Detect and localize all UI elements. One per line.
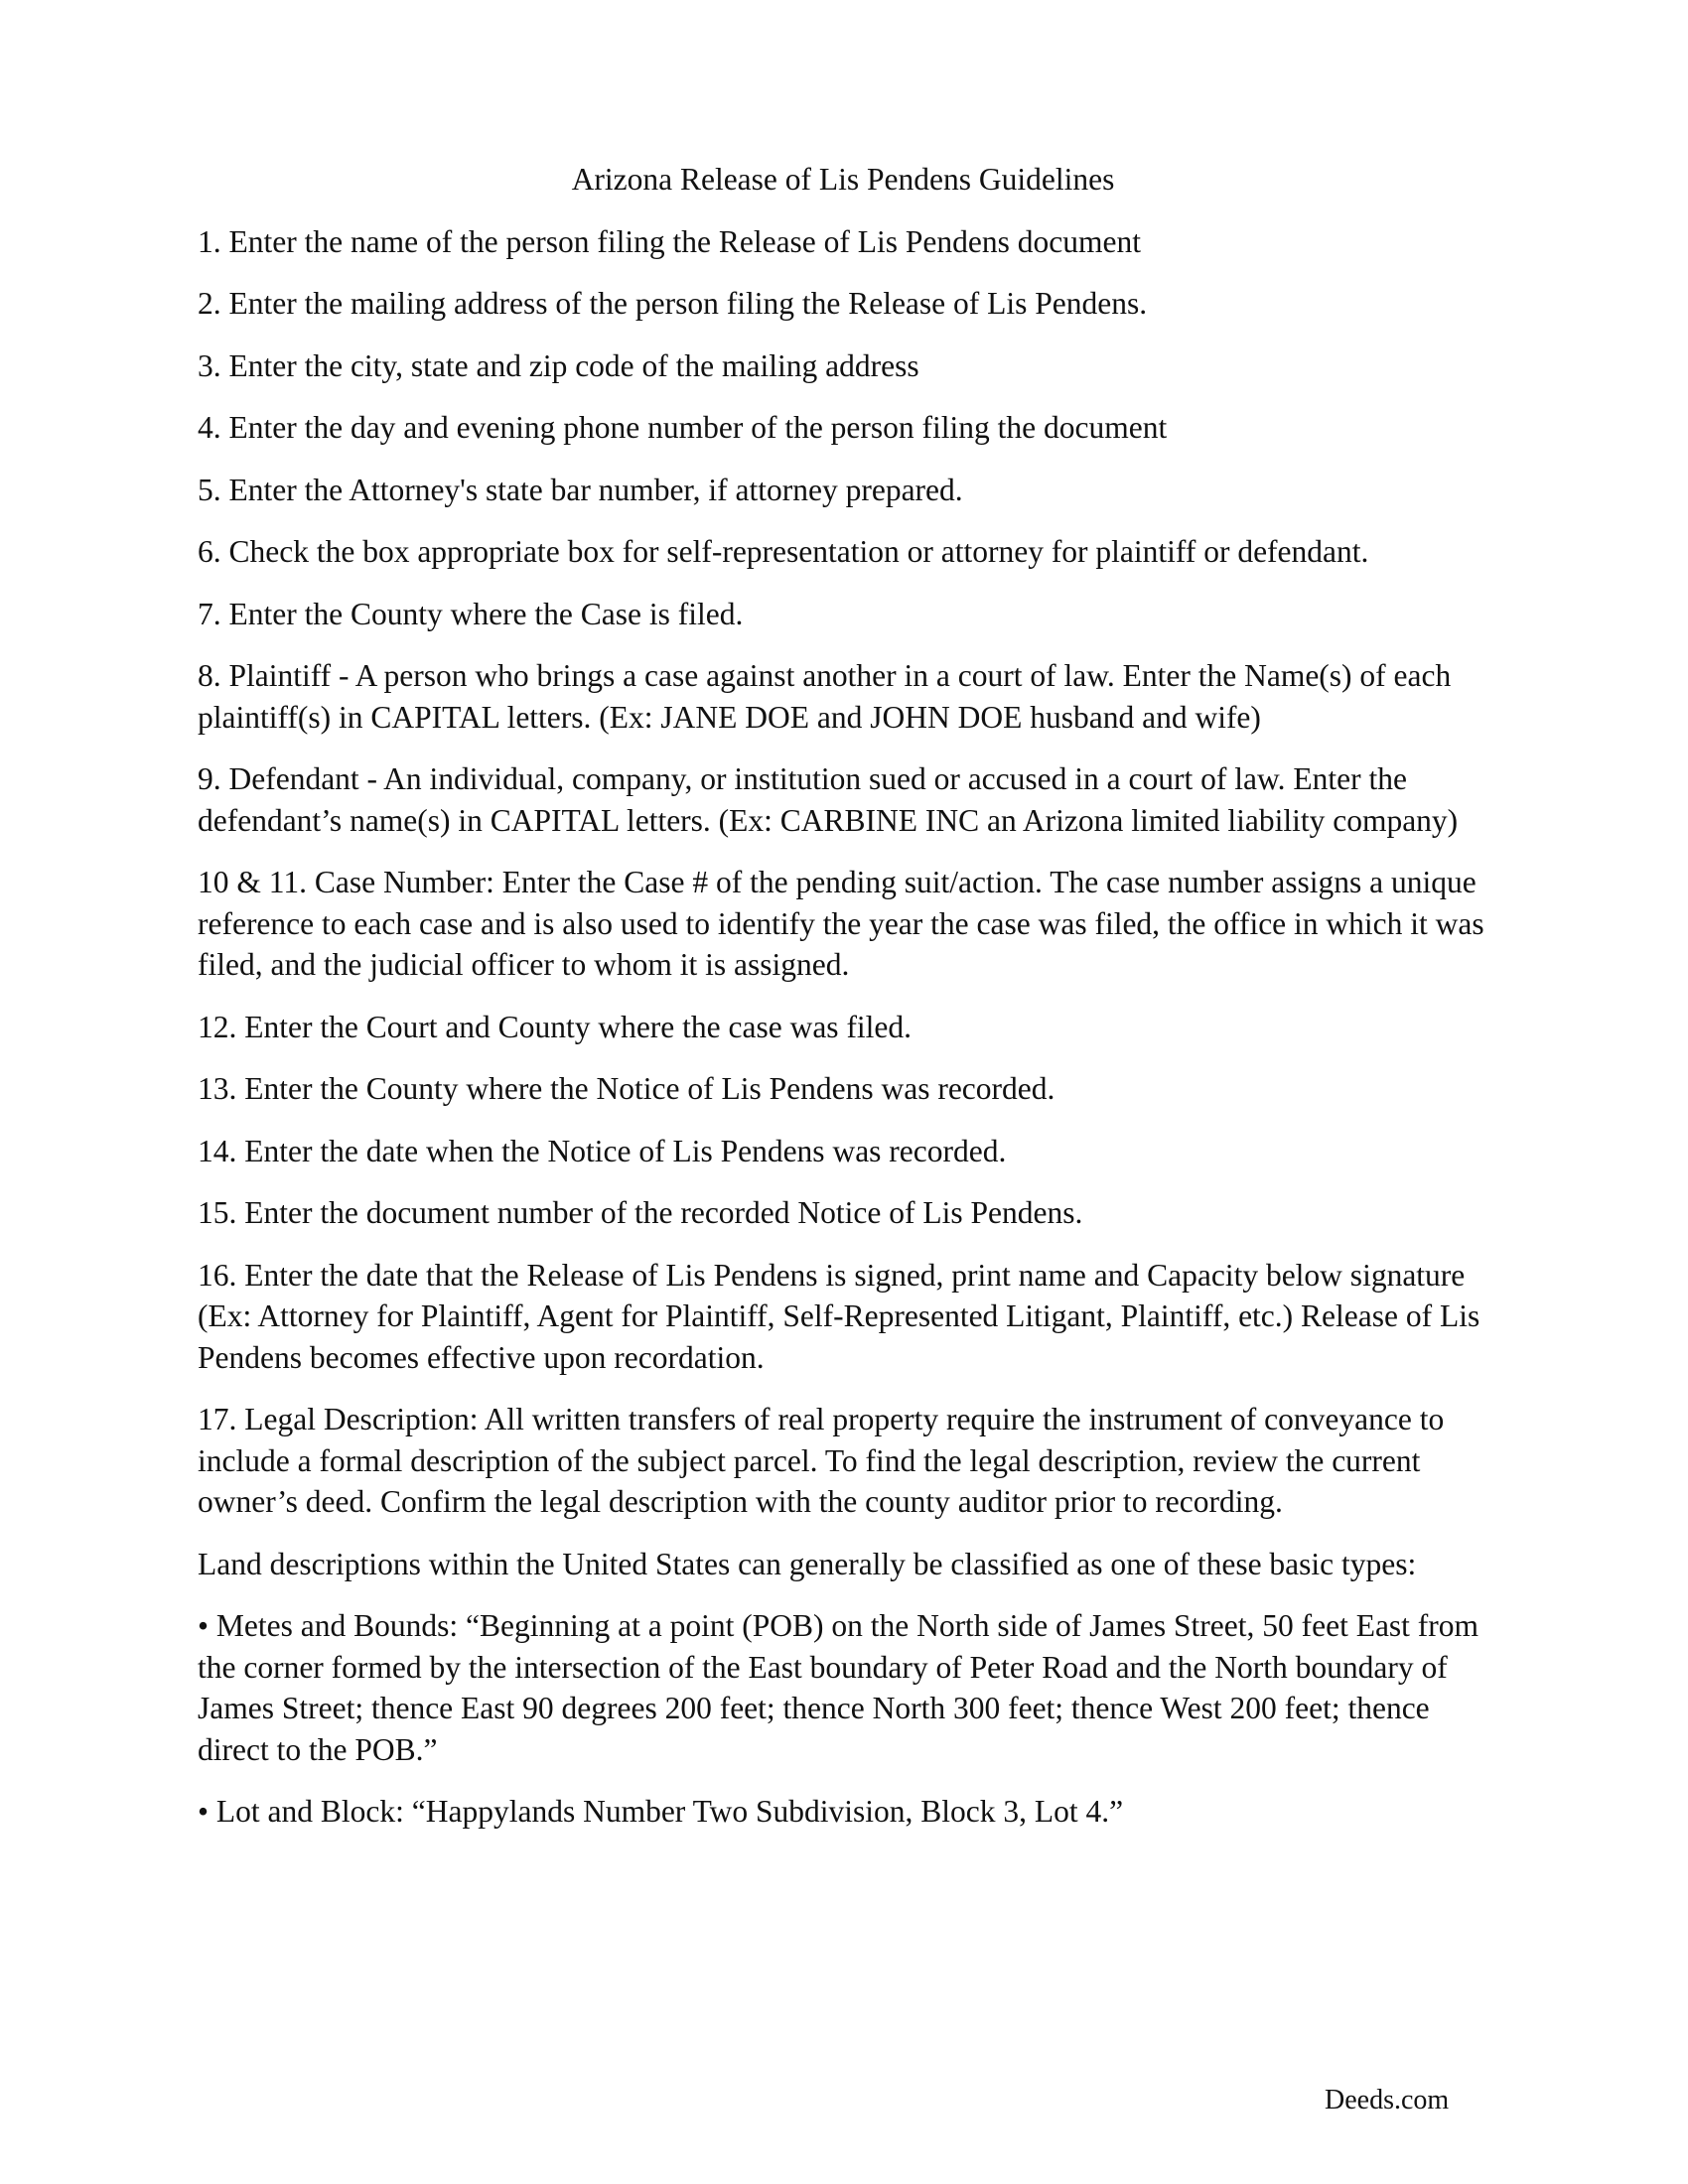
metes-and-bounds-bullet: • Metes and Bounds: “Beginning at a point (POB) on the North side of James Street, 50 feet East from the corner formed by the intersection of the East boundary of Peter Road and the North boundary of James Street; thence East 90 degrees 200 feet; thence North 300 feet; thence West 200 feet; thence direct to the POB.”	[198, 1608, 1479, 1767]
guideline-item-17: 17. Legal Description: All written transfers of real property require the instrument of conveyance to include a formal description of the subject parcel. To find the legal description, review the current owner’s deed. Confirm the legal description with the county auditor prior to recording.	[198, 1402, 1445, 1519]
guideline-item-3: 3. Enter the city, state and zip code of the mailing address	[198, 347, 919, 383]
document-title: Arizona Release of Lis Pendens Guidelines	[571, 162, 1115, 197]
document-body	[198, 159, 1508, 1853]
guideline-item-15: 15. Enter the document number of the recorded Notice of Lis Pendens.	[198, 1195, 1083, 1230]
guideline-item-10-11: 10 & 11. Case Number: Enter the Case # of the pending suit/action. The case number assigns a unique reference to each case and is also used to identify the year the case was filed, the office in which it was filed, and the judicial officer to whom it is assigned.	[198, 865, 1484, 982]
guideline-item-16: 16. Enter the date that the Release of Lis Pendens is signed, print name and Capacity below signature (Ex: Attorney for Plaintiff, Agent for Plaintiff, Self-Represented Litigant, Plaintiff, etc.) Release of Lis Pendens becomes effective upon recordation.	[198, 1257, 1480, 1375]
guideline-item-2: 2. Enter the mailing address of the person filing the Release of Lis Pendens.	[198, 286, 1148, 321]
guideline-item-13: 13. Enter the County where the Notice of Lis Pendens was recorded.	[198, 1071, 1055, 1106]
guideline-item-14: 14. Enter the date when the Notice of Lis Pendens was recorded.	[198, 1133, 1007, 1168]
guideline-item-1: 1. Enter the name of the person filing the Release of Lis Pendens document	[198, 223, 1141, 259]
guideline-item-7: 7. Enter the County where the Case is filed.	[198, 596, 744, 631]
guideline-item-12: 12. Enter the Court and County where the case was filed.	[198, 1009, 913, 1044]
lot-and-block-bullet: • Lot and Block: “Happylands Number Two Subdivision, Block 3, Lot 4.”	[198, 1794, 1124, 1829]
guideline-item-8: 8. Plaintiff - A person who brings a case against another in a court of law. Enter the Name(s) of each plaintiff(s) in CAPITAL letters. (Ex: JANE DOE and JOHN DOE husband and wife)	[198, 658, 1452, 735]
footer-brand: Deeds.com	[1325, 2085, 1450, 2116]
guideline-item-5: 5. Enter the Attorney's state bar number, if attorney prepared.	[198, 472, 963, 507]
guideline-item-9: 9. Defendant - An individual, company, or institution sued or accused in a court of law. Enter the defendant’s name(s) in CAPITAL letters. (Ex: CARBINE INC an Arizona limited liability company)	[198, 761, 1459, 838]
guideline-item-4: 4. Enter the day and evening phone number of the person filing the document	[198, 410, 1168, 445]
land-description-intro: Land descriptions within the United States can generally be classified as one of these basic types:	[198, 1546, 1417, 1581]
guideline-item-6: 6. Check the box appropriate box for self-representation or attorney for plaintiff or defendant.	[198, 534, 1369, 569]
